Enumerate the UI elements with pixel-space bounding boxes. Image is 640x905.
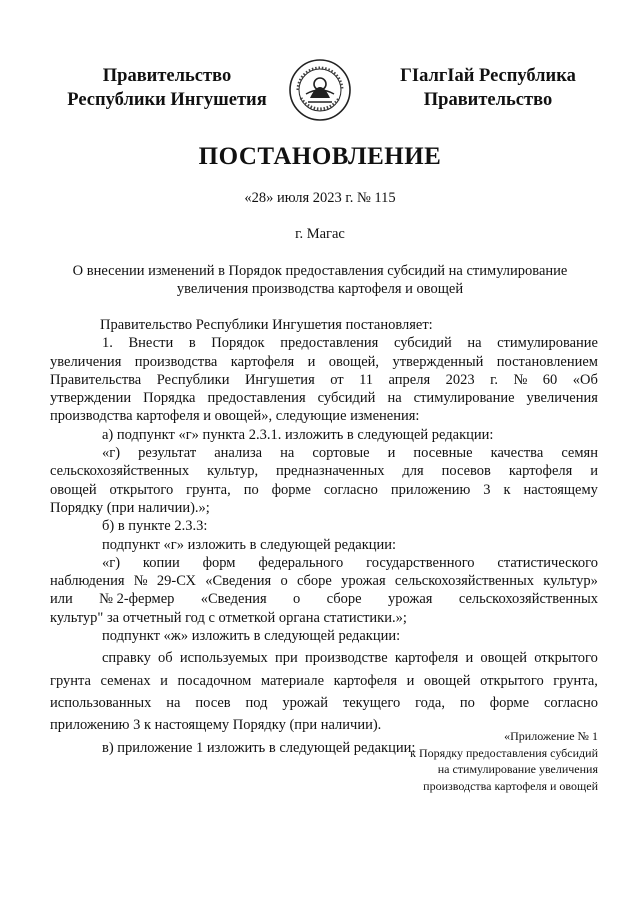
- body-word: федерального: [258, 554, 344, 571]
- body-word: семенах: [100, 672, 151, 689]
- body-word: утвержденный: [392, 353, 484, 370]
- body-word: на: [166, 694, 181, 711]
- body-word: 2023: [445, 371, 475, 388]
- body-word: производстве: [304, 650, 388, 667]
- body-word: грунта,: [186, 481, 231, 498]
- body-word: сборе: [296, 573, 332, 590]
- body-word: 1.: [102, 335, 113, 352]
- body-word: статистического: [497, 554, 598, 571]
- body-word: овощей: [480, 650, 528, 667]
- header-right-line2: Правительство: [423, 90, 553, 110]
- body-word: приложению: [390, 481, 471, 498]
- body-word: сельскохозяйственных: [394, 573, 535, 590]
- appendix-line2: к Порядку предоставления субсидий: [410, 745, 598, 760]
- body-word: по: [459, 694, 475, 711]
- body-word: сельскохозяйственных: [458, 591, 598, 608]
- body-word: Порядок: [211, 335, 265, 352]
- body-line: [50, 672, 598, 690]
- body-word: посевные: [413, 445, 473, 462]
- body-word: текущего: [342, 694, 401, 711]
- body-word: об: [158, 650, 173, 667]
- body-word: субсидий: [317, 390, 376, 407]
- body-word: предоставления: [207, 390, 306, 407]
- body-line: [50, 353, 598, 371]
- body-line: [50, 481, 598, 499]
- body-word: открытого: [480, 672, 544, 689]
- body-word: материале: [260, 672, 325, 689]
- appendix-line4: производства картофеля и овощей: [423, 778, 598, 793]
- body-word: стимулирование: [413, 390, 515, 407]
- body-word: используемых: [179, 650, 268, 667]
- body-word: увеличения: [526, 390, 598, 407]
- subject-line1: О внесении изменений в Порядок предоставления субсидий на стимулирование: [72, 263, 568, 279]
- body-line: в) приложение 1 изложить в следующей редакции:: [102, 739, 416, 756]
- body-word: на: [467, 335, 482, 352]
- body-word: для: [402, 463, 424, 480]
- body-word: результат: [138, 445, 197, 462]
- body-word: и: [160, 672, 168, 689]
- body-word: производства: [134, 353, 218, 370]
- body-word: Внести: [128, 335, 174, 352]
- body-word: картофеля: [230, 353, 295, 370]
- body-word: сборе: [326, 591, 362, 608]
- body-word: овощей,: [328, 353, 380, 370]
- body-line: [102, 554, 598, 572]
- body-word: «г): [102, 445, 121, 462]
- body-word: «Об: [572, 371, 598, 388]
- body-line: [50, 371, 598, 389]
- appendix-reference: [410, 728, 598, 794]
- body-word: стимулирование: [497, 335, 598, 352]
- body-word: копии: [142, 554, 180, 571]
- body-word: 60: [542, 371, 558, 388]
- body-line: подпункт «ж» изложить в следующей редакции:: [102, 628, 401, 645]
- coat-of-arms-icon: [288, 58, 352, 122]
- body-word: под: [245, 694, 268, 711]
- body-word: семян: [561, 445, 598, 462]
- header-left-line2: Республики Ингушетия: [67, 90, 267, 110]
- body-word: Ингушетия: [244, 371, 315, 388]
- body-line: Правительство Республики Ингушетия постановляет:: [100, 317, 433, 333]
- body-word: государственного: [366, 554, 475, 571]
- body-word: урожай: [282, 694, 328, 711]
- body-line: [102, 334, 598, 352]
- body-word: урожая: [341, 573, 386, 590]
- body-line: производства картофеля и овощей», следующие изменения:: [50, 408, 420, 425]
- body-word: картофеля: [394, 650, 459, 667]
- body-line: [102, 649, 598, 667]
- appendix-line1: «Приложение № 1: [504, 729, 598, 743]
- body-word: справку: [102, 650, 151, 667]
- body-word: урожая: [387, 591, 433, 608]
- body-word: овощей: [423, 672, 471, 689]
- body-word: «Сведения: [205, 573, 272, 590]
- body-word: картофеля: [333, 672, 398, 689]
- body-word: на: [280, 445, 295, 462]
- body-word: 3: [483, 481, 491, 498]
- header-right: [378, 64, 598, 112]
- body-word: Правительства: [50, 371, 142, 388]
- document-body: [50, 316, 598, 757]
- body-word: или: [50, 591, 73, 608]
- body-word: сортовые: [312, 445, 370, 462]
- body-word: культур,: [207, 463, 259, 480]
- body-word: форме: [271, 481, 311, 498]
- body-word: и: [307, 353, 316, 370]
- body-word: форм: [202, 554, 236, 571]
- body-line: культур" за отчетный год с отметкой органа статистики.»;: [50, 609, 407, 626]
- body-word: при: [274, 650, 298, 667]
- body-word: наблюдения: [50, 573, 125, 590]
- body-word: открытого: [109, 481, 174, 498]
- body-word: овощей: [50, 481, 97, 498]
- body-word: предназначенных: [276, 463, 385, 480]
- body-word: форме: [489, 694, 530, 711]
- body-word: Республики: [156, 371, 230, 388]
- body-word: и: [387, 445, 396, 462]
- document-subject: [0, 262, 640, 298]
- body-word: и: [406, 672, 415, 689]
- body-line: а) подпункт «г» пункта 2.3.1. изложить в следующей редакции:: [102, 426, 494, 443]
- body-word: и: [465, 650, 474, 667]
- body-line: [50, 389, 598, 407]
- body-word: качества: [490, 445, 544, 462]
- body-word: настоящему: [523, 481, 598, 498]
- body-word: 29-СХ: [156, 573, 196, 590]
- body-word: о: [293, 591, 301, 608]
- body-word: субсидий: [393, 335, 452, 352]
- body-word: г.: [490, 371, 498, 388]
- document-date: «28» июля 2023 г. № 115: [244, 190, 396, 206]
- body-word: согласно: [543, 694, 598, 711]
- body-word: №: [133, 573, 148, 590]
- body-word: апреля: [388, 371, 431, 388]
- document-city: г. Магас: [295, 226, 345, 242]
- body-word: о: [280, 573, 288, 590]
- body-word: посадочном: [177, 672, 252, 689]
- body-word: согласно: [323, 481, 378, 498]
- body-word: и: [590, 463, 598, 480]
- body-line: [50, 590, 598, 608]
- body-word: года,: [415, 694, 445, 711]
- body-line: приложению 3 к настоящему Порядку (при наличии).: [50, 717, 382, 734]
- body-word: 11: [359, 371, 374, 388]
- body-line: подпункт «г» изложить в следующей редакции:: [102, 536, 397, 553]
- body-word: в: [188, 335, 196, 352]
- body-word: утверждении: [50, 390, 132, 407]
- document-title: ПОСТАНОВЛЕНИЕ: [198, 143, 442, 170]
- body-word: на: [387, 390, 402, 407]
- header-left: [57, 64, 277, 112]
- body-word: предоставления: [280, 335, 379, 352]
- body-word: «г): [102, 554, 121, 571]
- appendix-line3: на стимулирование увеличения: [437, 762, 598, 776]
- body-line: [50, 572, 598, 590]
- header-right-line1: ГӀалгӀай Республика: [400, 66, 576, 86]
- body-line: б) в пункте 2.3.3:: [102, 518, 208, 535]
- body-word: сельскохозяйственных: [50, 463, 190, 480]
- body-word: по: [243, 481, 259, 498]
- body-line: [50, 462, 598, 480]
- header-left-line1: Правительство: [102, 66, 232, 86]
- body-word: «Сведения: [200, 591, 267, 608]
- body-word: Порядка: [143, 390, 196, 407]
- body-line: Порядку (при наличии).»;: [50, 499, 210, 516]
- body-word: посев: [195, 694, 231, 711]
- subject-line2: увеличения производства картофеля и овощей: [176, 281, 464, 297]
- body-word: № 2-фермер: [99, 591, 175, 608]
- body-word: постановлением: [496, 353, 598, 370]
- body-line: [50, 694, 598, 712]
- body-word: увеличения: [50, 353, 122, 370]
- body-word: культур»: [543, 573, 598, 590]
- body-word: посевов: [441, 463, 491, 480]
- body-word: анализа: [214, 445, 263, 462]
- body-word: грунта: [50, 672, 91, 689]
- body-word: открытого: [534, 650, 598, 667]
- body-word: картофеля: [508, 463, 573, 480]
- body-word: использованных: [50, 694, 152, 711]
- body-word: №: [513, 371, 528, 388]
- body-word: грунта,: [553, 672, 598, 689]
- body-line: [102, 444, 598, 462]
- body-word: к: [503, 481, 511, 498]
- body-word: от: [330, 371, 344, 388]
